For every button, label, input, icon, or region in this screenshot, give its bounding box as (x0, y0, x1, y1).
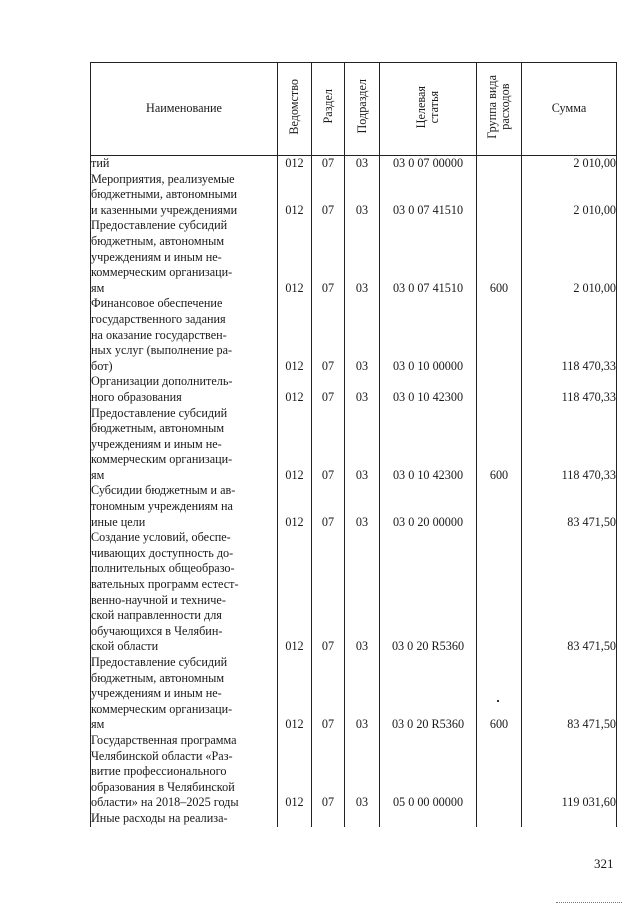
row-name-line: бюджетным, автономным (91, 421, 225, 436)
row-target-article: 03 0 07 41510 (380, 172, 477, 219)
row-name (91, 218, 278, 296)
row-name-line: чивающих доступность до- (91, 545, 234, 560)
row-name-line: ской направленности для (91, 608, 222, 623)
row-name-line: Челябинской области «Раз- (91, 748, 233, 763)
footer-dotted-line (556, 902, 622, 903)
table-row (91, 655, 617, 733)
row-target-article: 05 0 00 00000 (380, 733, 477, 811)
row-expense-group: 600 (477, 406, 522, 484)
row-target-article: 03 0 10 42300 (380, 374, 477, 405)
row-name-line: Предоставление субсидий (91, 405, 228, 420)
row-section: 07 (312, 530, 345, 655)
header-section: Раздел (312, 63, 345, 156)
row-name (91, 172, 278, 219)
row-name (91, 406, 278, 484)
row-section: 07 (312, 733, 345, 811)
row-ministry: 012 (278, 172, 312, 219)
row-name-line: учреждениям и иным не- (91, 436, 222, 451)
row-expense-group (477, 172, 522, 219)
row-name-line: вательных программ естест- (91, 577, 239, 592)
row-name-line: витие профессионального (91, 764, 227, 779)
table-row (91, 530, 617, 655)
row-ministry: 012 (278, 483, 312, 530)
table-row (91, 483, 617, 530)
row-name (91, 483, 278, 530)
page-number: 321 (594, 856, 614, 871)
row-subsection (345, 811, 380, 827)
row-subsection: 03 (345, 530, 380, 655)
row-name (91, 296, 278, 374)
row-target-article (380, 811, 477, 827)
row-section: 07 (312, 296, 345, 374)
table-row (91, 172, 617, 219)
row-amount: 118 470,33 (522, 296, 617, 374)
row-name-line: обучающихся в Челябин- (91, 623, 223, 638)
header-expense-group: Группа вида расходов (477, 63, 522, 156)
row-amount: 83 471,50 (522, 655, 617, 733)
row-ministry: 012 (278, 406, 312, 484)
row-name-line: тий (91, 156, 110, 170)
row-expense-group (477, 296, 522, 374)
header-ministry: Ведомство (278, 63, 312, 156)
row-expense-group (477, 733, 522, 811)
row-section: 07 (312, 218, 345, 296)
row-name-line: Предоставление субсидий (91, 218, 228, 233)
row-name-line: Предоставление субсидий (91, 655, 228, 669)
row-section: 07 (312, 655, 345, 733)
row-name-line: ного образования (91, 389, 182, 404)
table-row (91, 811, 617, 827)
row-amount (522, 811, 617, 827)
row-name-line: учреждениям и иным не- (91, 686, 222, 701)
row-target-article: 03 0 10 42300 (380, 406, 477, 484)
row-ministry: 012 (278, 374, 312, 405)
row-amount: 83 471,50 (522, 483, 617, 530)
row-expense-group (477, 374, 522, 405)
row-name-line: ям (91, 280, 105, 295)
row-ministry (278, 811, 312, 827)
table-row (91, 296, 617, 374)
row-amount: 2 010,00 (522, 156, 617, 172)
row-amount: 2 010,00 (522, 218, 617, 296)
row-subsection: 03 (345, 483, 380, 530)
table-row (91, 156, 617, 172)
row-target-article: 03 0 20 00000 (380, 483, 477, 530)
row-subsection: 03 (345, 156, 380, 172)
row-name-line: тономным учреждениям на (91, 499, 233, 514)
row-ministry: 012 (278, 156, 312, 172)
row-name (91, 530, 278, 655)
row-subsection: 03 (345, 655, 380, 733)
row-name (91, 374, 278, 405)
row-section: 07 (312, 172, 345, 219)
row-target-article: 03 0 20 R5360 (380, 655, 477, 733)
row-name-line: коммерческим организаци- (91, 452, 233, 467)
row-amount: 83 471,50 (522, 530, 617, 655)
row-section (312, 811, 345, 827)
row-ministry: 012 (278, 296, 312, 374)
row-name (91, 655, 278, 733)
row-name-line: ской области (91, 639, 159, 654)
row-name-line: венно-научной и техниче- (91, 592, 226, 607)
row-name-line: ям (91, 717, 105, 732)
row-name-line: иные цели (91, 514, 146, 529)
row-ministry: 012 (278, 733, 312, 811)
row-expense-group (477, 156, 522, 172)
row-amount: 118 470,33 (522, 406, 617, 484)
row-section: 07 (312, 156, 345, 172)
row-subsection: 03 (345, 406, 380, 484)
row-name-line: ям (91, 467, 105, 482)
header-subsection: Подраздел (345, 63, 380, 156)
row-target-article: 03 0 07 41510 (380, 218, 477, 296)
row-name (91, 811, 278, 827)
row-name-line: Субсидии бюджетным и ав- (91, 483, 236, 498)
row-name-line: коммерческим организаци- (91, 701, 233, 716)
row-name-line: на оказание государствен- (91, 327, 227, 342)
row-name (91, 733, 278, 811)
row-amount: 2 010,00 (522, 172, 617, 219)
row-expense-group: 600 (477, 655, 522, 733)
row-target-article: 03 0 20 R5360 (380, 530, 477, 655)
row-section: 07 (312, 374, 345, 405)
row-name-line: Государственная программа (91, 732, 237, 747)
row-expense-group: 600 (477, 218, 522, 296)
row-subsection: 03 (345, 733, 380, 811)
row-subsection: 03 (345, 172, 380, 219)
row-name-line: ных услуг (выполнение ра- (91, 343, 233, 358)
row-name-line: Создание условий, обеспе- (91, 530, 231, 545)
row-name-line: полнительных общеобразо- (91, 561, 235, 576)
row-name-line: бюджетным, автономным (91, 233, 225, 248)
row-subsection: 03 (345, 218, 380, 296)
row-section: 07 (312, 406, 345, 484)
table-row (91, 374, 617, 405)
budget-table (90, 62, 617, 827)
table-header-row (91, 63, 617, 156)
row-expense-group (477, 530, 522, 655)
row-target-article: 03 0 10 00000 (380, 296, 477, 374)
row-section: 07 (312, 483, 345, 530)
row-name (91, 156, 278, 172)
row-name-line: Организации дополнитель- (91, 374, 233, 389)
table-body (91, 156, 617, 827)
row-name-line: Иные расходы на реализа- (91, 810, 228, 825)
table-row (91, 733, 617, 811)
row-amount: 118 470,33 (522, 374, 617, 405)
row-name-line: области» на 2018–2025 годы (91, 795, 239, 810)
row-expense-group (477, 811, 522, 827)
row-name-line: учреждениям и иным не- (91, 249, 222, 264)
row-target-article: 03 0 07 00000 (380, 156, 477, 172)
row-name-line: образования в Челябинской (91, 779, 235, 794)
row-name-line: бюджетным, автономным (91, 670, 225, 685)
row-name-line: бюджетными, автономными (91, 187, 238, 202)
row-name-line: и казенными учреждениями (91, 202, 238, 217)
row-name-line: бот) (91, 358, 113, 373)
header-target-article: Целевая статья (380, 63, 477, 156)
row-name-line: Мероприятия, реализуемые (91, 171, 235, 186)
row-ministry: 012 (278, 218, 312, 296)
scan-speck (497, 700, 499, 702)
header-name: Наименование (91, 63, 278, 156)
row-amount: 119 031,60 (522, 733, 617, 811)
row-ministry: 012 (278, 655, 312, 733)
row-subsection: 03 (345, 296, 380, 374)
row-name-line: государственного задания (91, 311, 226, 326)
table-row (91, 406, 617, 484)
row-name-line: коммерческим организаци- (91, 265, 233, 280)
row-name-line: Финансовое обеспечение (91, 296, 223, 311)
header-amount: Сумма (522, 63, 617, 156)
table-row (91, 218, 617, 296)
row-expense-group (477, 483, 522, 530)
row-ministry: 012 (278, 530, 312, 655)
row-subsection: 03 (345, 374, 380, 405)
